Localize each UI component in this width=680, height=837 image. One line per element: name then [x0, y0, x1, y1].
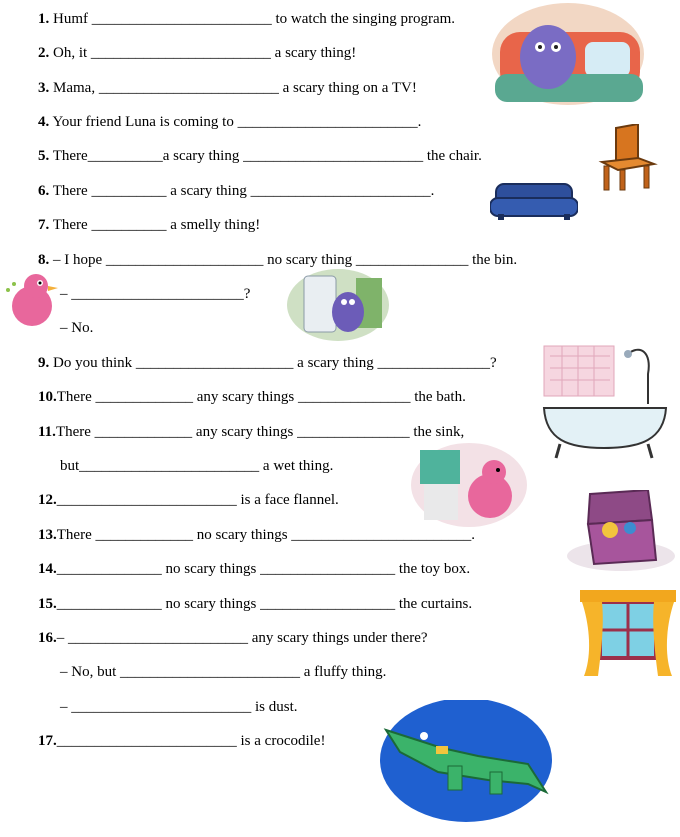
bathtub-image — [540, 344, 668, 462]
monster-fridge-image — [286, 268, 390, 342]
toy-box-image — [566, 490, 676, 572]
chair-image — [598, 124, 658, 192]
blue-sofa-image — [490, 180, 578, 222]
curtain-window-image — [580, 586, 676, 680]
question-1: 1. Humf ________________________ to watch the singing program. — [38, 11, 456, 27]
question-16-b: – No, but ________________________ a fluffy thing. — [60, 664, 387, 680]
question-16-c: – ________________________ is dust. — [60, 699, 298, 715]
pink-bird-image — [2, 268, 60, 330]
question-8-c: – No. — [60, 320, 94, 336]
question-6: 6. There __________ a scary thing ________________________. — [38, 183, 435, 199]
question-15: 15.______________ no scary things __________________ the curtains. — [38, 596, 473, 612]
question-17: 17.________________________ is a crocodile! — [38, 733, 326, 749]
question-10: 10.There _____________ any scary things _______________ the bath. — [38, 389, 466, 405]
question-9: 9. Do you think _____________________ a scary thing _______________? — [38, 355, 497, 371]
question-2: 2. Oh, it ________________________ a scary thing! — [38, 45, 357, 61]
question-3: 3. Mama, ________________________ a scary thing on a TV! — [38, 80, 417, 96]
question-8: 8. – I hope _____________________ no scary thing _______________ the bin. — [38, 252, 518, 268]
question-5: 5. There__________a scary thing ________________________ the chair. — [38, 148, 482, 164]
crocodile-image — [378, 700, 558, 830]
bird-bathroom-image — [410, 442, 528, 528]
question-11-b: but________________________ a wet thing. — [60, 458, 334, 474]
question-16: 16.– ________________________ any scary things under there? — [38, 630, 428, 646]
question-13: 13.There _____________ no scary things ________________________. — [38, 527, 476, 543]
monster-on-sofa-image — [490, 2, 645, 107]
question-4: 4. Your friend Luna is coming to ________________________. — [38, 114, 422, 130]
question-7: 7. There __________ a smelly thing! — [38, 217, 261, 233]
question-8-b: – _______________________? — [60, 286, 251, 302]
question-12: 12.________________________ is a face flannel. — [38, 492, 339, 508]
question-14: 14.______________ no scary things __________________ the toy box. — [38, 561, 471, 577]
question-11: 11.There _____________ any scary things _______________ the sink, — [38, 424, 465, 440]
